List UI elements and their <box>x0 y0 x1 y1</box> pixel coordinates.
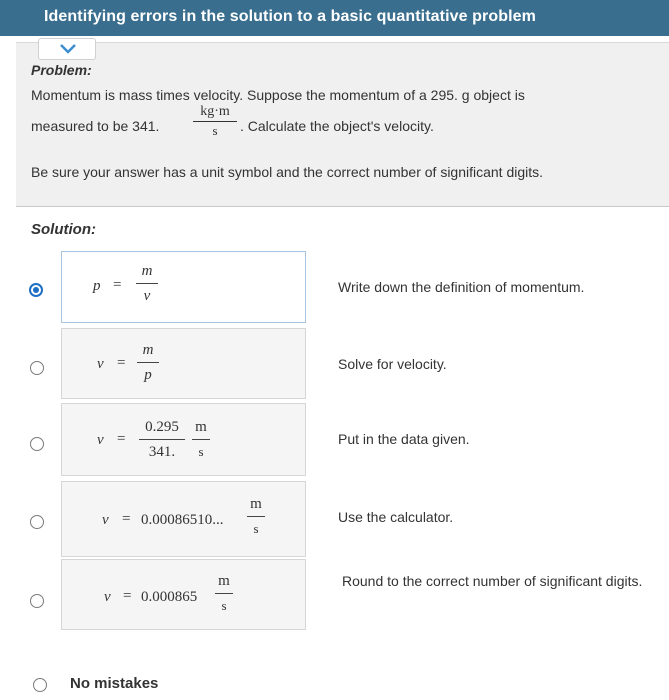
step-2-explanation: Solve for velocity. <box>338 356 447 372</box>
title-bar <box>0 0 669 36</box>
step-3-unit-numerator: m <box>195 419 207 435</box>
step-1-radio[interactable] <box>29 283 43 297</box>
step-5-unit-denominator: s <box>221 598 227 613</box>
step-2-fraction <box>137 341 159 384</box>
step-1-denominator: v <box>143 288 151 304</box>
step-3-fraction <box>139 418 185 461</box>
step-5-value: 0.000865 <box>141 589 198 605</box>
step-4-lhs: v <box>102 512 109 528</box>
no-mistakes-radio[interactable] <box>33 678 47 692</box>
step-1-explanation: Write down the definition of momentum. <box>338 279 585 295</box>
step-2-lhs: v <box>97 356 104 372</box>
step-3-explanation: Put in the data given. <box>338 431 470 447</box>
problem-text-line2-suffix: . Calculate the object's velocity. <box>240 118 434 134</box>
page-title: Identifying errors in the solution to a basic quantitative problem <box>44 8 536 25</box>
step-4-equals: = <box>122 511 131 527</box>
step-1-lhs: p <box>93 278 101 294</box>
step-2-radio[interactable] <box>30 361 44 375</box>
no-mistakes-label[interactable]: No mistakes <box>70 675 159 692</box>
step-3-unit-denominator: s <box>198 444 204 459</box>
step-4-unit-numerator: m <box>250 496 262 512</box>
fraction-bar <box>215 593 233 594</box>
unit-denominator: s <box>212 123 218 138</box>
fraction-bar <box>137 362 159 363</box>
step-5-explanation: Round to the correct number of significant digits. <box>342 573 643 589</box>
fraction-bar <box>136 283 158 284</box>
fraction-bar <box>139 439 185 440</box>
step-2-denominator: p <box>144 367 152 383</box>
collapse-toggle[interactable] <box>38 38 96 60</box>
step-5-unit-fraction <box>215 572 233 615</box>
problem-text-line1: Momentum is mass times velocity. Suppose the momentum of a 295. g object is <box>31 87 525 103</box>
problem-instruction: Be sure your answer has a unit symbol and the correct number of significant digits. <box>31 164 544 180</box>
solution-label: Solution: <box>31 221 96 238</box>
chevron-down-icon <box>59 43 77 55</box>
step-3-equals: = <box>117 431 126 447</box>
step-5-equals: = <box>123 588 132 604</box>
momentum-unit-fraction <box>193 104 237 139</box>
step-5-radio[interactable] <box>30 594 44 608</box>
problem-text-line2-prefix: measured to be 341. <box>31 118 160 134</box>
step-4-radio[interactable] <box>30 515 44 529</box>
step-3-radio[interactable] <box>30 437 44 451</box>
step-3-lhs: v <box>97 432 104 448</box>
step-4-unit-denominator: s <box>253 521 259 536</box>
step-4-explanation: Use the calculator. <box>338 509 454 525</box>
step-2-equals: = <box>117 355 126 371</box>
step-5-lhs: v <box>104 589 111 605</box>
fraction-bar <box>193 121 237 122</box>
step-1-numerator: m <box>141 263 153 279</box>
step-2-numerator: m <box>142 342 154 358</box>
fraction-bar <box>247 516 265 517</box>
step-3-numerator: 0.295 <box>145 419 179 435</box>
step-3-denominator: 341. <box>148 444 176 460</box>
step-1-fraction <box>136 262 158 305</box>
step-5-unit-numerator: m <box>218 573 230 589</box>
unit-numerator: kg·m <box>200 104 230 119</box>
step-4-value: 0.00086510... <box>141 512 224 528</box>
step-3-unit-fraction <box>192 418 210 461</box>
problem-label: Problem: <box>31 62 92 78</box>
fraction-bar <box>192 439 210 440</box>
step-1-equals: = <box>113 277 122 293</box>
step-4-unit-fraction <box>247 495 265 538</box>
